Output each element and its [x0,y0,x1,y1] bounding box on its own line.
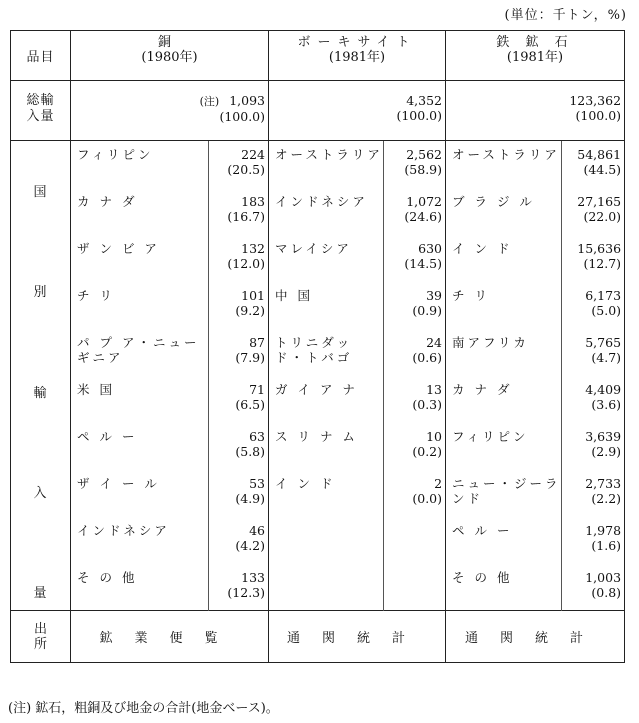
bauxite-country-value-cell [384,235,446,282]
bauxite-country-name: 中 国 [269,282,384,329]
iron-country-value: 15,636 [577,240,622,256]
copper-country-pct: (9.2) [235,302,266,318]
import-table [10,30,625,663]
unit-note: (単位：千トン，%) [504,8,627,23]
bauxite-country-value: 1,072 [406,193,443,209]
country-row [11,282,625,329]
iron-country-name: ブ ラ ジ ル [446,188,562,235]
bauxite-country-value: 630 [418,240,443,256]
bauxite-country-pct: (0.3) [412,396,443,412]
iron-country-name: そ の 他 [446,564,562,611]
copper-country-name: そ の 他 [71,564,209,611]
bauxite-country-name [269,564,384,611]
iron-country-value-cell [562,517,625,564]
total-label [11,81,71,141]
copper-country-name: 米 国 [71,376,209,423]
copper-country-value: 101 [241,287,266,303]
iron-country-name: チ リ [446,282,562,329]
copper-total-value: 1,093 [229,93,266,108]
country-row [11,329,625,376]
iron-country-value-cell [562,235,625,282]
copper-country-name: カ ナ ダ [71,188,209,235]
copper-country-value-cell [209,235,269,282]
copper-country-value: 63 [249,428,266,444]
copper-total-pct: (100.0) [219,109,266,124]
country-row [11,376,625,423]
bauxite-country-value: 2,562 [406,147,443,162]
iron-country-name: イ ン ド [446,235,562,282]
iron-country-name: フィリピン [446,423,562,470]
bauxite-country-pct: (0.2) [412,443,443,459]
iron-country-name: ニュー・ジーランド [446,470,562,517]
copper-country-value-cell [209,517,269,564]
iron-country-value: 1,003 [585,569,622,585]
bauxite-country-pct: (0.9) [412,302,443,318]
bauxite-country-name: ス リ ナ ム [269,423,384,470]
iron-country-pct: (0.8) [591,584,622,600]
bauxite-header [269,31,446,81]
iron-country-pct: (5.0) [591,302,622,318]
bauxite-country-pct: (14.5) [404,255,443,271]
copper-country-value: 133 [241,569,266,585]
bauxite-country-pct: (58.9) [404,162,443,177]
copper-country-value: 71 [249,381,266,397]
source-label [11,611,71,663]
country-row [11,470,625,517]
iron-country-pct: (44.5) [583,162,622,177]
copper-country-name: ペ ル ー [71,423,209,470]
iron-country-value: 54,861 [577,147,622,162]
copper-country-name: フィリピン [71,141,209,188]
bauxite-country-value: 10 [426,428,443,444]
country-row [11,141,625,188]
copper-source: 鉱業便覧 [71,611,269,663]
copper-country-value: 46 [249,522,266,538]
iron-country-value: 6,173 [585,287,622,303]
copper-country-value: 132 [241,240,266,256]
iron-source: 通関統計 [446,611,625,663]
copper-country-name: ザ イ ー ル [71,470,209,517]
iron-country-pct: (3.6) [591,396,622,412]
bauxite-source: 通関統計 [269,611,446,663]
country-imports-label-char: 量 [33,586,48,601]
bauxite-country-name: インドネシア [269,188,384,235]
bauxite-country-value-cell [384,329,446,376]
total-label-line2: 入量 [26,109,55,124]
iron-country-value-cell [562,282,625,329]
iron-total-value: 123,362 [569,93,622,108]
bauxite-country-name: ガ イ ア ナ [269,376,384,423]
bauxite-country-value-cell [384,282,446,329]
bauxite-country-name: オーストラリア [269,141,384,188]
copper-header [71,31,269,81]
copper-country-value-cell [209,188,269,235]
bauxite-country-name [269,517,384,564]
bauxite-total-value: 4,352 [406,93,443,108]
bauxite-country-pct: (0.6) [412,349,443,365]
copper-country-value: 87 [249,334,266,350]
bauxite-country-value-cell [384,376,446,423]
bauxite-country-value-cell [384,470,446,517]
header-row [11,31,625,81]
copper-country-pct: (5.8) [235,443,266,459]
footnote: (注) 鉱石，粗銅及び地金の合計(地金ベース)。 [8,701,279,716]
copper-country-value: 224 [241,147,266,162]
copper-total [71,81,269,141]
country-imports-label-stack [11,141,70,601]
copper-country-name: ザ ン ビ ア [71,235,209,282]
iron-country-value: 2,733 [585,475,622,491]
copper-country-pct: (6.5) [235,396,266,412]
country-row [11,188,625,235]
iron-country-value-cell [562,564,625,611]
country-row [11,423,625,470]
iron-country-value: 27,165 [577,193,622,209]
copper-country-value-cell [209,282,269,329]
item-header: 品目 [11,31,71,81]
bauxite-country-value-cell [384,564,446,611]
bauxite-country-value-cell [384,141,446,188]
iron-country-value-cell [562,376,625,423]
iron-country-value-cell [562,423,625,470]
copper-country-pct: (16.7) [227,208,266,224]
copper-country-name: チ リ [71,282,209,329]
copper-country-name: パ プ ア・ニューギニア [71,329,209,376]
bauxite-title: ボーキサイト [297,35,417,50]
total-row [11,81,625,141]
iron-header [446,31,625,81]
iron-country-pct: (1.6) [591,537,622,553]
country-imports-label-char: 輸 [33,385,48,401]
iron-country-pct: (2.9) [591,443,622,459]
iron-country-value-cell [562,470,625,517]
country-row [11,564,625,611]
bauxite-country-name: トリニダッド・トバゴ [269,329,384,376]
country-imports-label [11,141,71,611]
bauxite-country-value-cell [384,517,446,564]
copper-country-pct: (4.9) [235,490,266,506]
iron-year: (1981年) [506,50,564,65]
iron-country-value-cell [562,141,625,188]
copper-country-value: 53 [249,475,266,491]
bauxite-country-value: 2 [434,475,443,491]
iron-country-value: 3,639 [585,428,622,444]
iron-country-pct: (22.0) [583,208,622,224]
copper-title: 銅 [158,35,182,50]
copper-country-pct: (4.2) [235,537,266,553]
copper-country-value-cell [209,376,269,423]
source-row [11,611,625,663]
copper-country-value-cell [209,141,269,188]
country-imports-label-char: 入 [33,485,48,501]
bauxite-country-pct: (24.6) [404,208,443,224]
bauxite-country-value-cell [384,188,446,235]
country-imports-label-char: 国 [33,185,48,200]
total-label-line1: 総輸 [26,93,55,108]
iron-country-pct: (4.7) [591,349,622,365]
copper-year: (1980年) [141,50,198,65]
copper-country-value: 183 [241,193,266,209]
copper-country-name: インドネシア [71,517,209,564]
iron-country-name: 南アフリカ [446,329,562,376]
copper-country-pct: (12.3) [227,584,266,600]
iron-country-value: 1,978 [585,522,622,538]
iron-country-name: ペ ル ー [446,517,562,564]
country-row [11,517,625,564]
copper-country-value-cell [209,329,269,376]
copper-country-pct: (20.5) [227,162,266,177]
iron-total [446,81,625,141]
iron-country-pct: (12.7) [583,255,622,271]
copper-country-value-cell [209,564,269,611]
bauxite-country-pct: (0.0) [412,490,443,506]
source-label-line2: 所 [33,636,47,652]
country-rows [11,141,625,611]
bauxite-year: (1981年) [328,50,386,65]
bauxite-total-pct: (100.0) [396,108,443,123]
bauxite-country-value: 39 [426,287,443,303]
copper-country-value-cell [209,470,269,517]
bauxite-country-name: イ ン ド [269,470,384,517]
iron-total-pct: (100.0) [575,108,622,123]
bauxite-total [269,81,446,141]
iron-country-value-cell [562,188,625,235]
bauxite-country-value: 13 [426,381,443,397]
bauxite-country-value: 24 [426,334,443,350]
iron-title: 鉄 鉱 石 [496,35,574,50]
bauxite-country-name: マレイシア [269,235,384,282]
copper-total-note: (注) [199,95,220,108]
bauxite-country-value-cell [384,423,446,470]
iron-country-value: 4,409 [585,381,622,397]
iron-country-value-cell [562,329,625,376]
copper-country-pct: (12.0) [227,255,266,271]
country-row [11,235,625,282]
copper-country-pct: (7.9) [235,349,266,365]
source-label-line1: 出 [33,621,47,637]
iron-country-value: 5,765 [585,334,622,350]
iron-country-name: オーストラリア [446,141,562,188]
iron-country-name: カ ナ ダ [446,376,562,423]
copper-country-value-cell [209,423,269,470]
iron-country-pct: (2.2) [591,490,622,506]
country-imports-label-char: 別 [33,285,48,301]
